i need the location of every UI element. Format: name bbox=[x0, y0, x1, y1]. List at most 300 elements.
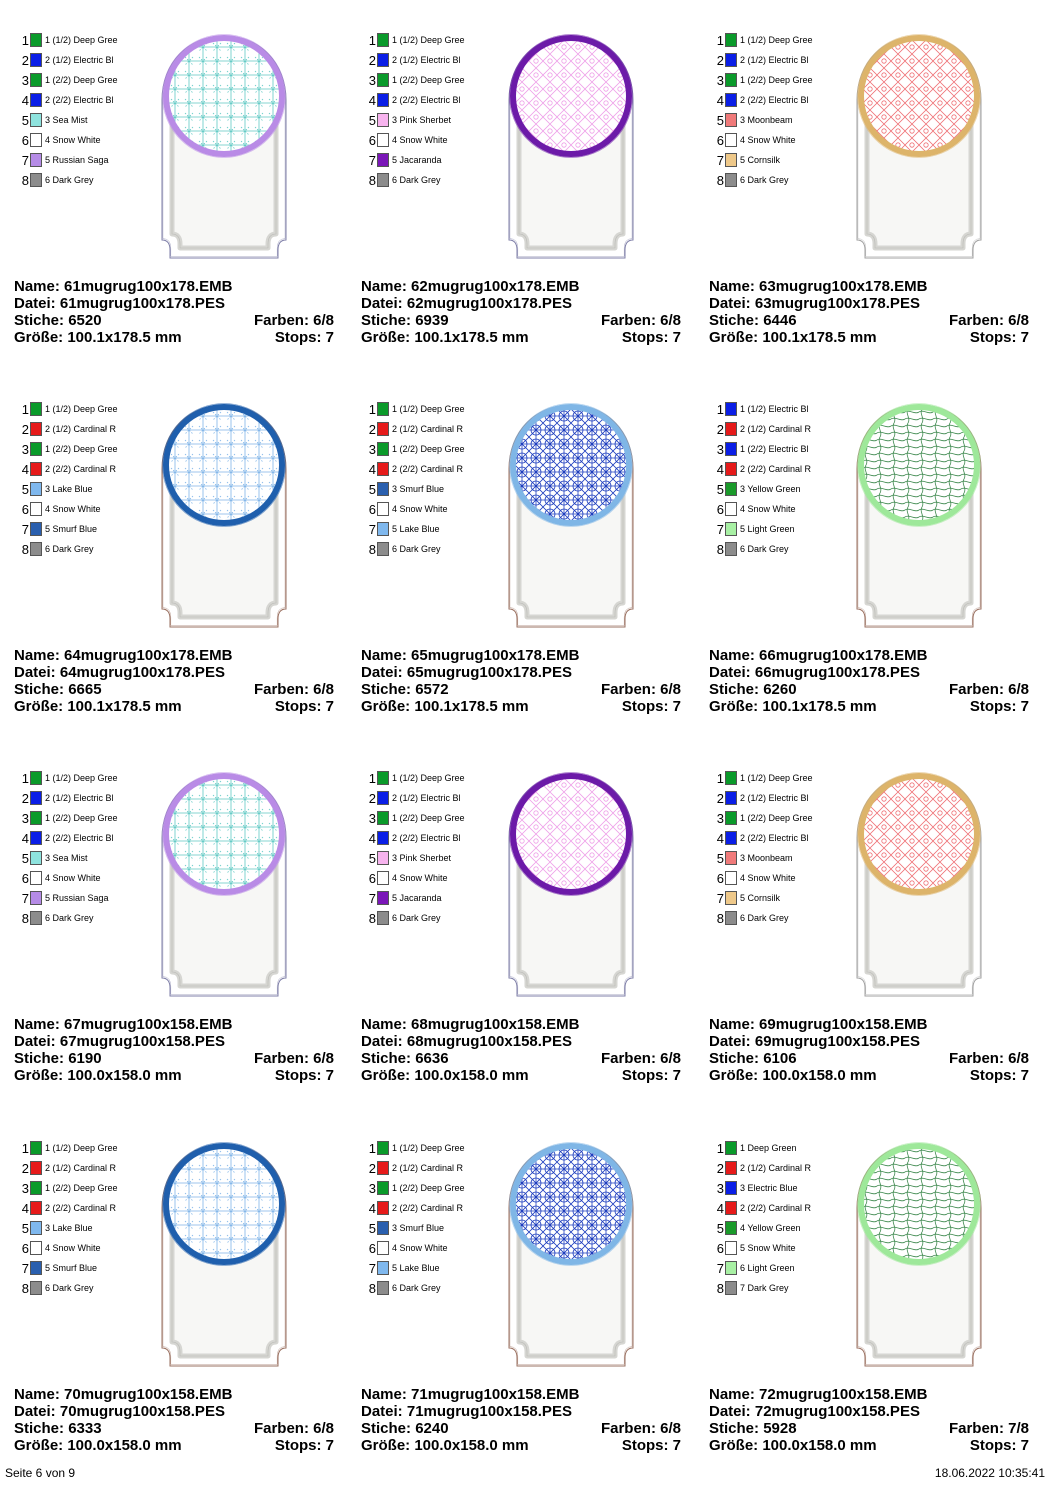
legend-row bbox=[367, 501, 487, 521]
design-file: 71mugrug100x158.PES bbox=[406, 1403, 572, 1420]
stitches-line bbox=[14, 1050, 334, 1067]
legend-row bbox=[715, 52, 835, 72]
size-label: Größe: bbox=[14, 1437, 64, 1454]
legend-number: 2 bbox=[368, 422, 376, 437]
legend-thread-name: 3 Moonbeam bbox=[740, 115, 793, 125]
design-card[interactable] bbox=[14, 1140, 354, 1500]
file-label: Datei: bbox=[14, 1033, 56, 1050]
legend-number: 1 bbox=[716, 1141, 724, 1156]
size-line bbox=[361, 1437, 681, 1454]
legend-number: 5 bbox=[716, 113, 724, 128]
legend-number: 4 bbox=[21, 462, 29, 477]
design-file-line bbox=[709, 295, 1029, 312]
file-label: Datei: bbox=[14, 295, 56, 312]
colors-label: Farben: bbox=[600, 1420, 656, 1437]
design-name-line bbox=[14, 647, 334, 664]
stops-label: Stops: bbox=[274, 698, 322, 715]
legend-swatch bbox=[30, 402, 42, 416]
legend-row bbox=[367, 910, 487, 930]
stitches-label: Stiche: bbox=[709, 681, 760, 698]
legend-number: 6 bbox=[716, 133, 724, 148]
legend-swatch bbox=[377, 1281, 389, 1295]
legend-thread-name: 5 Lake Blue bbox=[392, 1263, 440, 1273]
legend-swatch bbox=[377, 1221, 389, 1235]
design-preview bbox=[501, 1134, 641, 1370]
legend-thread-name: 4 Snow White bbox=[392, 504, 448, 514]
legend-swatch bbox=[30, 1201, 42, 1215]
legend-row bbox=[20, 172, 140, 192]
design-file: 62mugrug100x178.PES bbox=[406, 295, 572, 312]
legend-thread-name: 2 (2/2) Cardinal R bbox=[740, 464, 812, 474]
name-label: Name: bbox=[709, 278, 755, 295]
mug-rug-preview bbox=[154, 1134, 294, 1370]
legend-number: 4 bbox=[21, 93, 29, 108]
stitches-line bbox=[14, 681, 334, 698]
legend-thread-name: 3 Smurf Blue bbox=[392, 1223, 445, 1233]
design-name-line bbox=[14, 1386, 334, 1403]
legend-row bbox=[715, 870, 835, 890]
legend-row bbox=[20, 1140, 140, 1160]
design-file: 72mugrug100x158.PES bbox=[754, 1403, 920, 1420]
design-preview bbox=[154, 1134, 294, 1370]
design-name: 63mugrug100x178.EMB bbox=[759, 278, 928, 295]
legend-swatch bbox=[725, 811, 737, 825]
legend-row bbox=[20, 441, 140, 461]
design-file-line bbox=[361, 295, 681, 312]
color-legend bbox=[715, 770, 835, 930]
legend-row bbox=[367, 810, 487, 830]
stops-value-group bbox=[622, 1067, 681, 1084]
legend-row bbox=[367, 1220, 487, 1240]
legend-row bbox=[20, 1180, 140, 1200]
legend-swatch bbox=[725, 462, 737, 476]
legend-row bbox=[715, 172, 835, 192]
legend-thread-name: 4 Snow White bbox=[392, 135, 448, 145]
legend-number: 5 bbox=[716, 1221, 724, 1236]
legend-thread-name: 2 (2/2) Cardinal R bbox=[45, 464, 117, 474]
legend-row bbox=[367, 152, 487, 172]
legend-swatch bbox=[30, 482, 42, 496]
stitches-line bbox=[14, 1420, 334, 1437]
legend-thread-name: 6 Dark Grey bbox=[740, 913, 789, 923]
legend-row bbox=[20, 1220, 140, 1240]
legend-number: 6 bbox=[368, 1241, 376, 1256]
legend-row bbox=[20, 132, 140, 152]
legend-thread-name: 4 Snow White bbox=[45, 873, 101, 883]
size-line bbox=[709, 698, 1029, 715]
color-count: 6/8 bbox=[660, 1420, 681, 1437]
stitches-line bbox=[14, 312, 334, 329]
legend-number: 3 bbox=[368, 1181, 376, 1196]
design-file: 64mugrug100x178.PES bbox=[59, 664, 225, 681]
design-file-line bbox=[709, 1033, 1029, 1050]
colors-value-group bbox=[254, 1050, 334, 1067]
design-name-line bbox=[709, 647, 1029, 664]
legend-row bbox=[715, 1240, 835, 1260]
legend-thread-name: 4 Snow White bbox=[45, 1243, 101, 1253]
size-line bbox=[361, 1067, 681, 1084]
legend-row bbox=[20, 850, 140, 870]
legend-row bbox=[20, 1260, 140, 1280]
legend-number: 1 bbox=[21, 402, 29, 417]
legend-swatch bbox=[377, 1141, 389, 1155]
legend-thread-name: 5 Snow White bbox=[740, 1243, 796, 1253]
colors-value-group bbox=[601, 1420, 681, 1437]
stitch-count: 6520 bbox=[68, 312, 102, 329]
name-label: Name: bbox=[361, 1016, 407, 1033]
design-card[interactable] bbox=[709, 401, 1049, 761]
legend-thread-name: 2 (2/2) Cardinal R bbox=[740, 1203, 812, 1213]
stitches-label: Stiche: bbox=[14, 1050, 65, 1067]
design-name: 62mugrug100x178.EMB bbox=[411, 278, 580, 295]
legend-swatch bbox=[30, 442, 42, 456]
design-card[interactable] bbox=[709, 1140, 1049, 1500]
legend-row bbox=[715, 1180, 835, 1200]
legend-row bbox=[367, 112, 487, 132]
legend-thread-name: 1 (1/2) Deep Gree bbox=[45, 773, 118, 783]
legend-number: 7 bbox=[716, 153, 724, 168]
stitch-count: 6636 bbox=[415, 1050, 449, 1067]
design-name: 61mugrug100x178.EMB bbox=[64, 278, 233, 295]
file-label: Datei: bbox=[361, 664, 403, 681]
legend-number: 7 bbox=[368, 522, 376, 537]
legend-number: 2 bbox=[716, 422, 724, 437]
design-card[interactable] bbox=[709, 32, 1049, 392]
stop-count: 7 bbox=[325, 698, 334, 715]
legend-row bbox=[20, 501, 140, 521]
legend-thread-name: 2 (1/2) Electric Bl bbox=[45, 793, 114, 803]
legend-number: 7 bbox=[716, 522, 724, 537]
name-label: Name: bbox=[709, 1386, 755, 1403]
legend-thread-name: 4 Snow White bbox=[740, 873, 796, 883]
colors-value-group bbox=[949, 1050, 1029, 1067]
legend-swatch bbox=[377, 502, 389, 516]
legend-row bbox=[715, 481, 835, 501]
legend-number: 3 bbox=[21, 73, 29, 88]
file-label: Datei: bbox=[709, 295, 751, 312]
name-label: Name: bbox=[14, 1016, 60, 1033]
legend-row bbox=[20, 112, 140, 132]
legend-row bbox=[715, 830, 835, 850]
legend-swatch bbox=[725, 422, 737, 436]
legend-thread-name: 1 (2/2) Deep Gree bbox=[45, 75, 118, 85]
legend-row bbox=[367, 850, 487, 870]
legend-number: 2 bbox=[21, 1161, 29, 1176]
file-label: Datei: bbox=[709, 664, 751, 681]
legend-thread-name: 1 (1/2) Deep Gree bbox=[392, 1143, 465, 1153]
name-label: Name: bbox=[709, 647, 755, 664]
legend-swatch bbox=[725, 1201, 737, 1215]
legend-thread-name: 3 Pink Sherbet bbox=[392, 853, 452, 863]
legend-swatch bbox=[377, 482, 389, 496]
legend-swatch bbox=[377, 811, 389, 825]
color-count: 6/8 bbox=[313, 681, 334, 698]
legend-row bbox=[20, 401, 140, 421]
legend-thread-name: 1 (2/2) Deep Gree bbox=[392, 75, 465, 85]
legend-swatch bbox=[377, 113, 389, 127]
legend-thread-name: 3 Moonbeam bbox=[740, 853, 793, 863]
legend-thread-name: 1 (2/2) Electric Bl bbox=[740, 444, 809, 454]
legend-row bbox=[715, 1140, 835, 1160]
design-file: 69mugrug100x158.PES bbox=[754, 1033, 920, 1050]
size-line bbox=[709, 1437, 1029, 1454]
legend-number: 8 bbox=[21, 542, 29, 557]
legend-swatch bbox=[725, 522, 737, 536]
stitches-label: Stiche: bbox=[14, 312, 65, 329]
color-legend bbox=[20, 1140, 140, 1300]
legend-row bbox=[367, 1140, 487, 1160]
legend-swatch bbox=[377, 871, 389, 885]
design-file-line bbox=[709, 1403, 1029, 1420]
design-size: 100.0x158.0 mm bbox=[762, 1067, 877, 1084]
legend-number: 8 bbox=[21, 173, 29, 188]
design-preview bbox=[501, 395, 641, 631]
legend-row bbox=[715, 521, 835, 541]
design-card[interactable] bbox=[14, 770, 354, 1130]
stop-count: 7 bbox=[672, 1067, 681, 1084]
stitches-line bbox=[709, 681, 1029, 698]
design-name: 71mugrug100x158.EMB bbox=[411, 1386, 580, 1403]
legend-swatch bbox=[30, 113, 42, 127]
legend-row bbox=[715, 401, 835, 421]
stops-value-group bbox=[275, 329, 334, 346]
legend-row bbox=[367, 441, 487, 461]
legend-number: 2 bbox=[368, 53, 376, 68]
legend-thread-name: 2 (2/2) Electric Bl bbox=[392, 833, 461, 843]
design-name: 66mugrug100x178.EMB bbox=[759, 647, 928, 664]
stops-value-group bbox=[622, 1437, 681, 1454]
legend-number: 7 bbox=[21, 891, 29, 906]
size-label: Größe: bbox=[709, 1067, 759, 1084]
legend-number: 7 bbox=[21, 1261, 29, 1276]
legend-thread-name: 4 Snow White bbox=[740, 135, 796, 145]
stops-value-group bbox=[970, 1067, 1029, 1084]
colors-label: Farben: bbox=[948, 681, 1004, 698]
size-label: Größe: bbox=[709, 1437, 759, 1454]
colors-value-group bbox=[254, 681, 334, 698]
design-size: 100.1x178.5 mm bbox=[414, 698, 529, 715]
mug-rug-preview bbox=[154, 395, 294, 631]
legend-thread-name: 2 (1/2) Cardinal R bbox=[392, 424, 464, 434]
legend-swatch bbox=[30, 1281, 42, 1295]
legend-row bbox=[20, 810, 140, 830]
legend-thread-name: 5 Smurf Blue bbox=[45, 1263, 98, 1273]
stitches-label: Stiche: bbox=[709, 1050, 760, 1067]
legend-thread-name: 5 Jacaranda bbox=[392, 155, 442, 165]
legend-row bbox=[367, 72, 487, 92]
design-name-line bbox=[709, 1386, 1029, 1403]
legend-swatch bbox=[30, 33, 42, 47]
stop-count: 7 bbox=[1020, 1067, 1029, 1084]
stop-count: 7 bbox=[1020, 329, 1029, 346]
design-info bbox=[14, 647, 334, 715]
legend-number: 4 bbox=[716, 831, 724, 846]
design-info bbox=[361, 1386, 681, 1454]
legend-row bbox=[20, 830, 140, 850]
legend-number: 3 bbox=[368, 811, 376, 826]
legend-swatch bbox=[725, 402, 737, 416]
legend-row bbox=[367, 52, 487, 72]
stitches-label: Stiche: bbox=[361, 681, 412, 698]
legend-number: 6 bbox=[716, 502, 724, 517]
legend-row bbox=[367, 890, 487, 910]
legend-thread-name: 2 (1/2) Electric Bl bbox=[392, 55, 461, 65]
design-file-line bbox=[14, 1403, 334, 1420]
design-info bbox=[361, 278, 681, 346]
legend-number: 3 bbox=[368, 442, 376, 457]
design-info bbox=[709, 647, 1029, 715]
stops-label: Stops: bbox=[621, 1437, 669, 1454]
design-card[interactable] bbox=[14, 401, 354, 761]
file-label: Datei: bbox=[14, 664, 56, 681]
legend-swatch bbox=[377, 1161, 389, 1175]
colors-value-group bbox=[601, 1050, 681, 1067]
legend-thread-name: 3 Smurf Blue bbox=[392, 484, 445, 494]
file-label: Datei: bbox=[361, 1033, 403, 1050]
legend-thread-name: 3 Sea Mist bbox=[45, 853, 88, 863]
design-name: 69mugrug100x158.EMB bbox=[759, 1016, 928, 1033]
legend-number: 8 bbox=[368, 911, 376, 926]
design-info bbox=[709, 1016, 1029, 1084]
legend-swatch bbox=[377, 522, 389, 536]
legend-thread-name: 4 Snow White bbox=[740, 504, 796, 514]
legend-row bbox=[20, 72, 140, 92]
stops-label: Stops: bbox=[621, 698, 669, 715]
design-name: 72mugrug100x158.EMB bbox=[759, 1386, 928, 1403]
color-count: 6/8 bbox=[1008, 1050, 1029, 1067]
legend-thread-name: 2 (2/2) Electric Bl bbox=[740, 95, 809, 105]
size-line bbox=[709, 329, 1029, 346]
design-preview bbox=[501, 26, 641, 262]
legend-number: 2 bbox=[716, 791, 724, 806]
legend-thread-name: 1 (2/2) Deep Gree bbox=[740, 75, 813, 85]
legend-swatch bbox=[725, 1241, 737, 1255]
legend-swatch bbox=[725, 1141, 737, 1155]
stops-label: Stops: bbox=[969, 329, 1017, 346]
legend-thread-name: 2 (1/2) Electric Bl bbox=[740, 55, 809, 65]
stops-label: Stops: bbox=[274, 1067, 322, 1084]
design-card[interactable] bbox=[361, 32, 701, 392]
legend-number: 7 bbox=[21, 522, 29, 537]
legend-row bbox=[20, 910, 140, 930]
legend-number: 4 bbox=[21, 1201, 29, 1216]
mug-rug-preview bbox=[154, 764, 294, 1000]
colors-value-group bbox=[254, 1420, 334, 1437]
legend-number: 3 bbox=[716, 811, 724, 826]
legend-swatch bbox=[30, 1241, 42, 1255]
legend-swatch bbox=[30, 1221, 42, 1235]
stitches-line bbox=[361, 312, 681, 329]
legend-row bbox=[715, 152, 835, 172]
design-name-line bbox=[361, 1386, 681, 1403]
design-card[interactable] bbox=[361, 770, 701, 1130]
legend-row bbox=[367, 461, 487, 481]
legend-number: 5 bbox=[716, 482, 724, 497]
legend-thread-name: 3 Lake Blue bbox=[45, 1223, 93, 1233]
legend-swatch bbox=[30, 771, 42, 785]
legend-thread-name: 6 Dark Grey bbox=[392, 1283, 441, 1293]
legend-row bbox=[715, 790, 835, 810]
legend-number: 2 bbox=[716, 1161, 724, 1176]
legend-swatch bbox=[30, 791, 42, 805]
legend-number: 8 bbox=[716, 542, 724, 557]
size-line bbox=[14, 329, 334, 346]
legend-thread-name: 3 Yellow Green bbox=[740, 484, 801, 494]
legend-thread-name: 6 Dark Grey bbox=[45, 913, 94, 923]
mug-rug-preview bbox=[154, 26, 294, 262]
legend-swatch bbox=[377, 422, 389, 436]
legend-number: 4 bbox=[368, 831, 376, 846]
legend-thread-name: 6 Dark Grey bbox=[740, 175, 789, 185]
legend-row bbox=[715, 810, 835, 830]
legend-number: 5 bbox=[21, 1221, 29, 1236]
name-label: Name: bbox=[361, 647, 407, 664]
stitches-line bbox=[361, 1420, 681, 1437]
mug-rug-preview bbox=[501, 764, 641, 1000]
legend-swatch bbox=[725, 542, 737, 556]
legend-row bbox=[20, 461, 140, 481]
legend-swatch bbox=[30, 422, 42, 436]
legend-thread-name: 4 Snow White bbox=[45, 135, 101, 145]
design-preview bbox=[849, 26, 989, 262]
legend-swatch bbox=[377, 911, 389, 925]
design-card[interactable] bbox=[361, 1140, 701, 1500]
design-card[interactable] bbox=[361, 401, 701, 761]
legend-row bbox=[20, 770, 140, 790]
legend-thread-name: 3 Sea Mist bbox=[45, 115, 88, 125]
legend-number: 7 bbox=[716, 1261, 724, 1276]
legend-thread-name: 1 (1/2) Deep Gree bbox=[392, 404, 465, 414]
size-line bbox=[14, 698, 334, 715]
legend-swatch bbox=[377, 173, 389, 187]
legend-swatch bbox=[377, 831, 389, 845]
legend-number: 8 bbox=[716, 1281, 724, 1296]
color-count: 6/8 bbox=[313, 1420, 334, 1437]
color-count: 7/8 bbox=[1008, 1420, 1029, 1437]
color-count: 6/8 bbox=[660, 681, 681, 698]
legend-thread-name: 1 (2/2) Deep Gree bbox=[392, 444, 465, 454]
legend-swatch bbox=[377, 851, 389, 865]
legend-number: 1 bbox=[21, 771, 29, 786]
legend-swatch bbox=[725, 33, 737, 47]
size-label: Größe: bbox=[709, 329, 759, 346]
legend-row bbox=[367, 1160, 487, 1180]
legend-thread-name: 6 Dark Grey bbox=[392, 544, 441, 554]
legend-swatch bbox=[725, 73, 737, 87]
colors-label: Farben: bbox=[253, 312, 309, 329]
legend-row bbox=[367, 1240, 487, 1260]
legend-row bbox=[715, 421, 835, 441]
legend-row bbox=[367, 1260, 487, 1280]
color-count: 6/8 bbox=[1008, 681, 1029, 698]
legend-row bbox=[20, 521, 140, 541]
design-card[interactable] bbox=[709, 770, 1049, 1130]
legend-thread-name: 1 (2/2) Deep Gree bbox=[740, 813, 813, 823]
legend-thread-name: 4 Snow White bbox=[392, 873, 448, 883]
stitch-count: 6260 bbox=[763, 681, 797, 698]
stop-count: 7 bbox=[325, 1437, 334, 1454]
legend-number: 4 bbox=[368, 462, 376, 477]
legend-swatch bbox=[377, 153, 389, 167]
design-size: 100.0x158.0 mm bbox=[67, 1067, 182, 1084]
legend-swatch bbox=[377, 133, 389, 147]
legend-number: 5 bbox=[21, 851, 29, 866]
legend-swatch bbox=[725, 771, 737, 785]
size-label: Größe: bbox=[14, 698, 64, 715]
file-label: Datei: bbox=[709, 1033, 751, 1050]
stops-label: Stops: bbox=[969, 698, 1017, 715]
design-card[interactable] bbox=[14, 32, 354, 392]
